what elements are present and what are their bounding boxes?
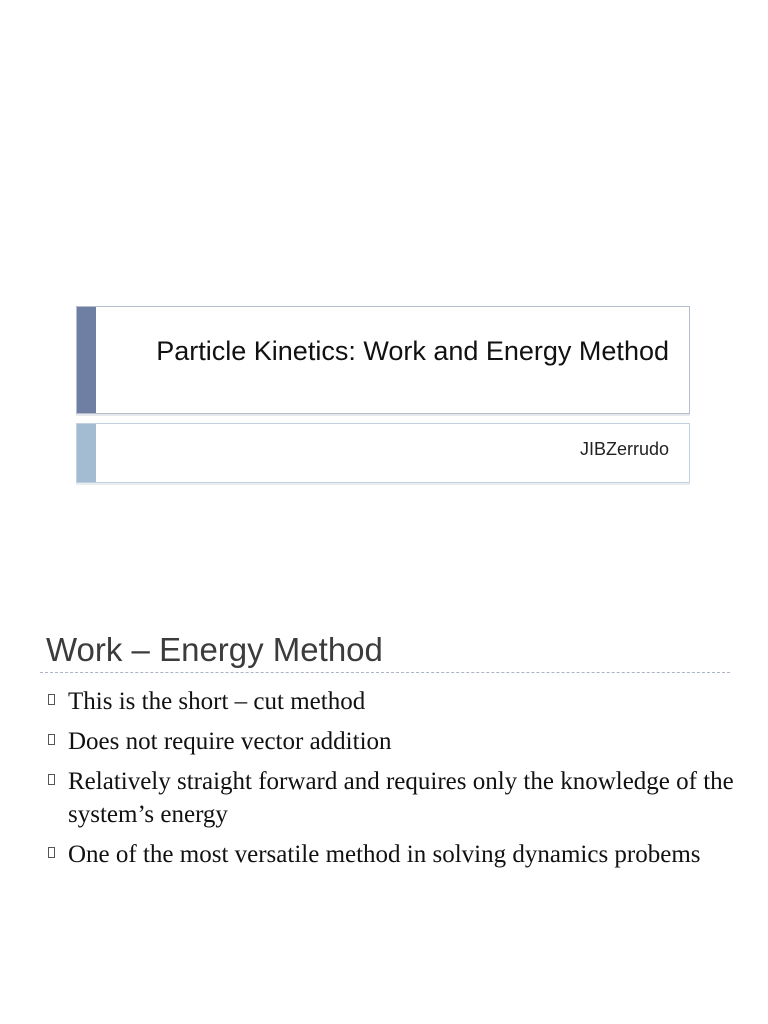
slide-subtitle: JIBZerrudo (579, 439, 669, 459)
slide-heading: Work – Energy Method (46, 631, 383, 668)
bullet-text: Does not require vector addition (68, 728, 392, 755)
bullet-item (46, 765, 736, 831)
slide-title: Particle Kinetics: Work and Energy Method (156, 336, 669, 366)
square-bullet-icon (48, 694, 55, 705)
title-placeholder (76, 306, 690, 414)
bullet-text: This is the short – cut method (68, 688, 366, 715)
bullet-text: Relatively straight forward and requires only the knowledge of the system’s energy (68, 768, 734, 828)
bullet-item (46, 725, 736, 758)
subtitle-placeholder (76, 423, 690, 483)
square-bullet-icon (48, 847, 55, 858)
subtitle-accent-bar (77, 424, 96, 482)
bullet-item (46, 685, 736, 718)
square-bullet-icon (48, 734, 55, 745)
bullet-item (46, 838, 736, 871)
heading-divider (40, 672, 730, 673)
title-accent-bar (77, 307, 96, 413)
content-slide (0, 590, 768, 1024)
bullet-list (46, 685, 736, 878)
bullet-text: One of the most versatile method in solving dynamics probems (68, 841, 701, 868)
square-bullet-icon (48, 774, 55, 785)
